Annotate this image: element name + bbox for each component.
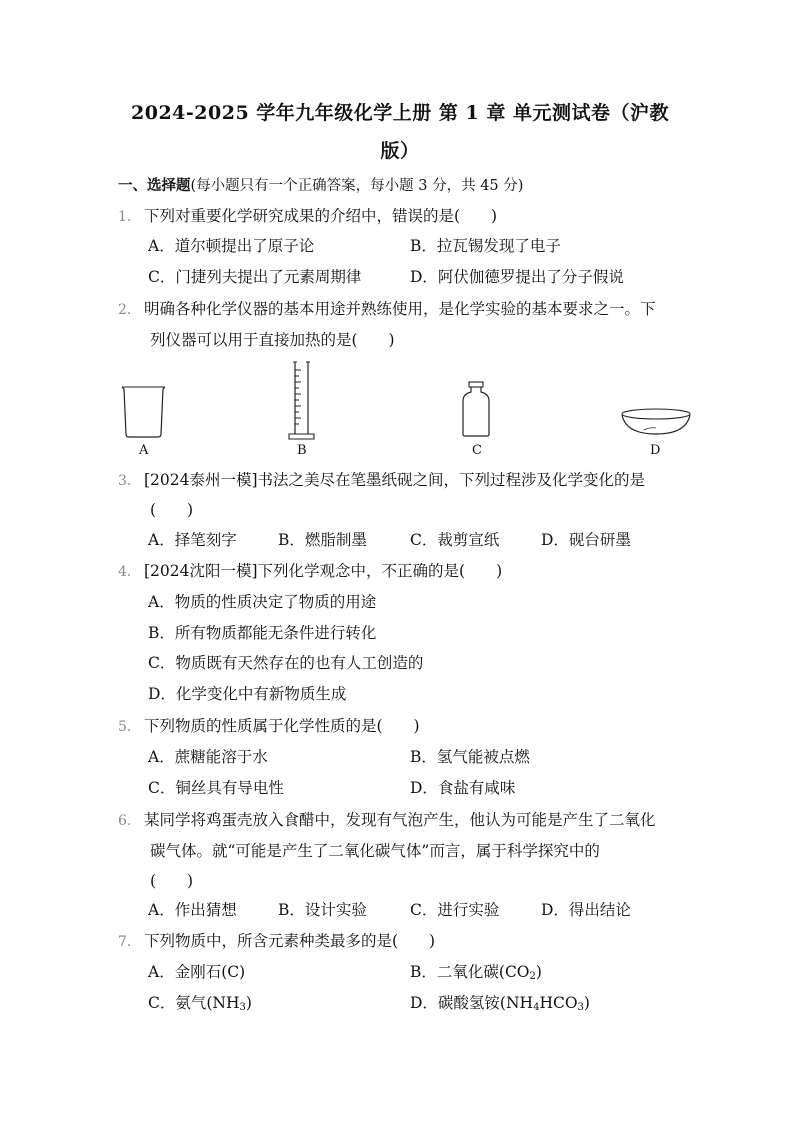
question-text: 下列物质的性质属于化学性质的是( ) [144, 717, 420, 735]
title-line-1: 2024-2025 学年九年级化学上册 第 1 章 单元测试卷（沪教 [131, 102, 669, 124]
question-number: 3. [118, 473, 132, 489]
q7-option-b: B．二氧化碳$(CO_2)$ [410, 963, 542, 982]
q5-option-c: C．铜丝具有导电性 [148, 779, 284, 797]
q3-option-a: A．择笔刻字 [148, 531, 237, 549]
image-label-c: C [472, 443, 482, 458]
question-text-continued: 碳气体。就“可能是产生了二氧化碳气体”而言，属于科学探究中的 [150, 842, 600, 860]
q1-option-d: D．阿伏伽德罗提出了分子假说 [410, 268, 624, 286]
question-text-continued: 列仪器可以用于直接加热的是( ) [150, 331, 395, 349]
question-1 [118, 206, 497, 227]
section-title: 一、选择题 [118, 177, 191, 194]
graduated-cylinder-image [288, 360, 316, 442]
question-5 [118, 716, 420, 737]
q3-option-d: D．砚台研墨 [541, 531, 631, 549]
question-text: 下列对重要化学研究成果的介绍中，错误的是( ) [144, 207, 498, 225]
q7-option-d: D．碳酸氢铵$(NH_4HCO_3)$ [410, 994, 590, 1013]
question-number: 7. [118, 934, 132, 950]
q1-option-c: C．门捷列夫提出了元素周期律 [148, 268, 362, 286]
q6-option-c: C．进行实验 [410, 901, 500, 919]
question-number: 1. [118, 209, 132, 225]
document-title [110, 94, 690, 170]
q3-option-b: B．燃脂制墨 [278, 531, 367, 549]
question-3 [118, 470, 645, 491]
q3-option-c: C．裁剪宣纸 [410, 531, 500, 549]
q1-option-a: A．道尔顿提出了原子论 [148, 237, 315, 255]
q4-option-c: C．物质既有天然存在的也有人工创造的 [148, 654, 424, 672]
image-label-b: B [297, 443, 307, 458]
q4-option-d: D．化学变化中有新物质生成 [148, 685, 347, 703]
q1-option-b: B．拉瓦锡发现了电子 [410, 237, 561, 255]
q5-option-b: B．氢气能被点燃 [410, 748, 530, 766]
q6-option-b: B．设计实验 [278, 901, 367, 919]
q7-option-c: C．氨气$(NH_3)$ [148, 994, 252, 1013]
question-number: 6. [118, 813, 132, 829]
q6-option-a: A．作出猜想 [148, 901, 237, 919]
evaporating-dish-image [620, 406, 692, 438]
question-2 [118, 299, 656, 320]
question-number: 4. [118, 564, 132, 580]
q5-option-a: A．蔗糖能溶于水 [148, 748, 268, 766]
title-line-2: 版） [380, 140, 420, 162]
question-4 [118, 561, 502, 582]
section-heading [118, 174, 523, 195]
question-text: [2024泰州一模]书法之美尽在笔墨纸砚之间，下列过程涉及化学变化的是 [144, 471, 646, 489]
question-7 [118, 931, 435, 952]
q6-option-d: D．得出结论 [541, 901, 631, 919]
question-text: 某同学将鸡蛋壳放入食醋中，发现有气泡产生，他认为可能是产生了二氧化 [144, 811, 656, 829]
q5-option-d: D．食盐有咸味 [410, 779, 516, 797]
image-label-a: A [139, 443, 149, 458]
q4-option-a: A．物质的性质决定了物质的用途 [148, 593, 377, 611]
image-label-d: D [650, 443, 661, 458]
answer-bracket: ( ) [150, 872, 194, 890]
question-text: [2024沈阳一模]下列化学观念中，不正确的是( ) [144, 562, 503, 580]
answer-bracket: ( ) [150, 501, 194, 519]
question-text: 下列物质中，所含元素种类最多的是( ) [144, 932, 436, 950]
beaker-image [120, 384, 168, 440]
q4-option-b: B．所有物质都能无条件进行转化 [148, 624, 377, 642]
question-number: 5. [118, 719, 132, 735]
question-number: 2. [118, 302, 132, 318]
question-text: 明确各种化学仪器的基本用途并熟练使用，是化学实验的基本要求之一。下 [144, 300, 656, 318]
q7-option-a: A．金刚石(C) [148, 963, 246, 981]
section-note: (每小题只有一个正确答案，每小题 3 分，共 45 分) [190, 178, 524, 194]
question-6 [118, 810, 656, 831]
reagent-bottle-image [460, 380, 492, 440]
